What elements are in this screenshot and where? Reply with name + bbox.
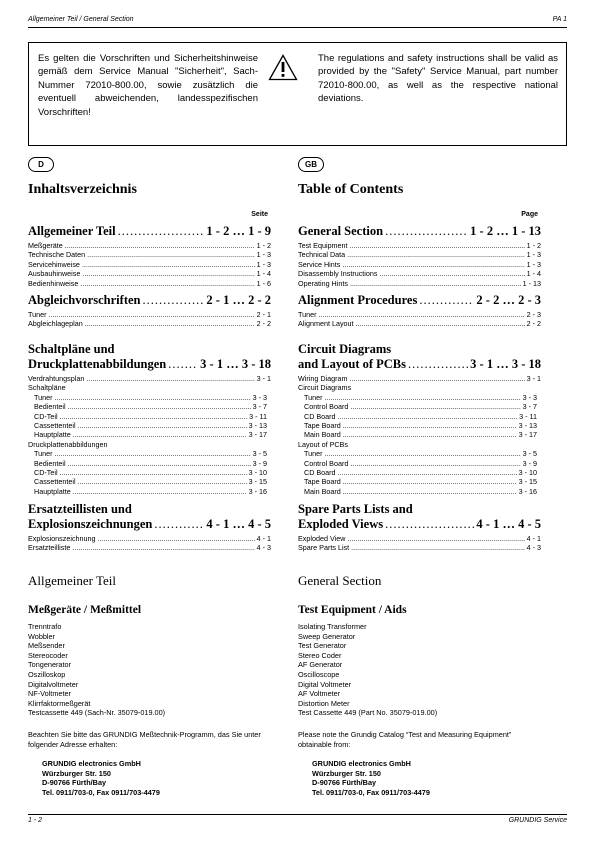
toc-entry-page: 1 - 3 — [526, 250, 541, 260]
warning-triangle-icon — [268, 54, 298, 81]
toc-entry-page: 3 - 15 — [248, 477, 267, 487]
toc-section-pages: 2 - 1 … 2 - 2 — [206, 293, 271, 307]
address-line: GRUNDIG electronics GmbH — [312, 759, 411, 768]
toc-entry-page: 4 - 3 — [526, 543, 541, 553]
dot-leader — [55, 393, 251, 402]
toc-entry-page: 2 - 3 — [526, 310, 541, 319]
catalog-note: Beachten Sie bitte das GRUNDIG Meßtechnik-Programm, das Sie unter folgender Adresse erhalten: — [28, 730, 261, 749]
toc-entry-page: 1 - 3 — [256, 259, 271, 269]
toc-entry-page: 3 - 7 — [522, 402, 537, 412]
dot-leader — [86, 374, 254, 383]
dot-leader — [85, 319, 255, 328]
equipment-list — [298, 622, 437, 718]
toc-entry — [28, 250, 271, 259]
toc-entry — [28, 279, 271, 288]
toc-section-title: Druckplattenabbildungen — [28, 357, 167, 371]
toc-entry — [298, 440, 541, 449]
toc-entry-page: 3 - 5 — [252, 449, 267, 459]
toc-entry — [298, 374, 541, 383]
dot-leader — [350, 279, 521, 288]
toc-entry-page: 3 - 3 — [252, 392, 267, 402]
dot-leader — [380, 269, 525, 278]
toc-entry-title: Tuner — [304, 392, 323, 402]
toc-entry-title: Hauptplatte — [34, 486, 71, 496]
toc-entry-title: Ersatzteilliste — [28, 543, 71, 553]
dot-leader — [118, 224, 205, 239]
toc-section-heading — [298, 293, 541, 308]
address-line: D-90766 Fürth/Bay — [312, 778, 377, 788]
toc-entry-page: 2 - 1 — [256, 310, 271, 319]
dot-leader — [350, 402, 520, 411]
toc-entry — [298, 412, 537, 421]
address-line: Würzburger Str. 150 — [312, 768, 381, 778]
equipment-item: Test Generator — [298, 641, 347, 651]
equipment-item: Trenntrafo — [28, 622, 62, 631]
toc-entry-page: 4 - 3 — [256, 543, 271, 553]
toc-entry-title: Explosionszeichnung — [28, 534, 96, 543]
toc-entry — [298, 319, 541, 328]
toc-entry — [28, 468, 267, 477]
toc-entry — [298, 477, 537, 486]
dot-leader — [356, 319, 525, 328]
toc-entry-page: 3 - 9 — [252, 458, 267, 468]
toc-entry — [28, 310, 271, 319]
dot-leader — [60, 412, 248, 421]
toc-entry-title: Technical Data — [298, 250, 346, 260]
toc-entry-title: Abgleichlageplan — [28, 319, 83, 329]
toc-entry-title: Tape Board — [304, 477, 341, 487]
toc-entry — [298, 449, 537, 458]
equipment-item: AF Generator — [298, 660, 343, 670]
safety-text-en: The regulations and safety instructions shall be valid as provided by the "Safety" Service Manual, part number 72010-800.00, as well as the respective national deviations. — [318, 53, 558, 105]
toc-section-pages: 2 - 2 … 2 - 3 — [476, 293, 541, 307]
toc-section-title: Exploded Views — [298, 517, 384, 531]
equipment-item: Stereo Coder — [298, 650, 342, 660]
dot-leader — [319, 310, 525, 319]
toc-entry-title: Layout of PCBs — [298, 439, 348, 449]
toc-entry — [28, 241, 271, 250]
toc-entry-page: 1 - 4 — [526, 269, 541, 279]
toc-entry-page: 2 - 2 — [256, 319, 271, 329]
dot-leader — [325, 449, 521, 458]
dot-leader — [68, 459, 251, 468]
toc-section-pages: 4 - 1 … 4 - 5 — [476, 517, 541, 531]
toc-entry-title: Hauptplatte — [34, 430, 71, 440]
equipment-item: Oscilloscope — [298, 669, 340, 679]
toc-entry — [298, 421, 537, 430]
equipment-item: Wobbler — [28, 631, 56, 641]
toc-entry-list — [28, 310, 271, 329]
dot-leader — [154, 517, 204, 532]
toc-section-title: Alignment Procedures — [298, 293, 418, 307]
equipment-item: Oszilloskop — [28, 669, 66, 679]
toc-entry-list — [298, 310, 541, 329]
toc-entry — [28, 534, 271, 543]
toc-entry-page: 3 - 1 — [526, 374, 541, 383]
dot-leader — [350, 241, 525, 250]
address-line: Tel. 0911/703-0, Fax 0911/703-4479 — [312, 787, 430, 797]
dot-leader — [350, 459, 520, 468]
toc-entry-title: Test Equipment — [298, 241, 348, 250]
safety-text-de: Es gelten die Vorschriften und Sicherheitshinweise gemäß dem Service Manual "Sicherheit", Sach-Nummer 72010-800.00, sowie zusätzlich die eventuell abweichenden, landesspezifischen Vorschriften! — [38, 53, 258, 118]
equipment-title: Test Equipment / Aids — [298, 604, 407, 616]
toc-entry-title: Ausbauhinweise — [28, 269, 81, 279]
toc-entry-page: 3 - 5 — [522, 449, 537, 459]
toc-entry-list — [28, 374, 271, 496]
dot-leader — [78, 421, 247, 430]
language-badge: D — [28, 157, 54, 172]
toc-entry — [298, 279, 541, 288]
dot-leader — [343, 421, 517, 430]
address-block — [42, 759, 160, 797]
toc-entry-title: Wiring Diagram — [298, 374, 348, 383]
toc-entry — [298, 241, 541, 250]
toc-entry-page: 1 - 3 — [256, 250, 271, 260]
toc-entry-title: Servicehinweise — [28, 259, 80, 269]
toc-entry-title: Spare Parts List — [298, 543, 350, 553]
equipment-title: Meßgeräte / Meßmittel — [28, 604, 142, 616]
toc-section-title-line1: Ersatzteillisten und — [28, 502, 132, 516]
toc-entry — [28, 477, 267, 486]
toc-entry-page: 3 - 10 — [518, 467, 537, 477]
toc-entry-title: Cassettenteil — [34, 420, 76, 430]
toc-section-line — [28, 517, 271, 532]
toc-entry — [298, 250, 541, 259]
toc-entry — [28, 543, 271, 552]
toc-section-heading — [298, 502, 541, 532]
toc-entry — [298, 260, 541, 269]
toc-section-line — [28, 293, 271, 308]
toc-entry — [28, 269, 271, 278]
general-section-title: Allgemeiner Teil — [28, 573, 117, 588]
dot-leader — [49, 310, 255, 319]
toc-section-line — [298, 293, 541, 308]
toc-section-heading — [298, 224, 541, 239]
toc-entry-page: 2 - 2 — [526, 319, 541, 329]
toc-entry-list — [28, 534, 271, 553]
toc-section-line — [28, 357, 271, 372]
toc-entry-title: Main Board — [304, 430, 341, 440]
toc-entry — [298, 269, 541, 278]
toc-entry-title: CD-Teil — [34, 467, 58, 477]
toc-section-title: Abgleichvorschriften — [28, 293, 141, 307]
toc-entry-title: Tuner — [34, 392, 53, 402]
footer-right: GRUNDIG Service — [508, 817, 567, 824]
toc-entry — [298, 383, 541, 392]
toc-entry — [28, 393, 267, 402]
toc-entry-title: Druckplattenabbildungen — [28, 439, 108, 449]
toc-entry-page: 3 - 9 — [522, 458, 537, 468]
dot-leader — [343, 487, 517, 496]
address-line: Würzburger Str. 150 — [42, 768, 111, 778]
dot-leader — [68, 402, 251, 411]
header-left: Allgemeiner Teil / General Section — [28, 16, 134, 23]
equipment-item: Sweep Generator — [298, 631, 356, 641]
toc-entry — [298, 430, 537, 439]
equipment-item: Digital Voltmeter — [298, 679, 352, 689]
toc-entry — [28, 449, 267, 458]
toc-entry — [28, 430, 267, 439]
toc-entry-page: 3 - 10 — [248, 467, 267, 477]
toc-entry-title: Circuit Diagrams — [298, 383, 352, 393]
toc-entry — [298, 402, 537, 411]
toc-section-pages: 3 - 1 … 3 - 18 — [200, 357, 271, 371]
toc-section-pages: 1 - 2 … 1 - 9 — [206, 224, 271, 238]
dot-leader — [385, 517, 474, 532]
dot-leader — [350, 374, 525, 383]
toc-entry-title: Control Board — [304, 402, 349, 412]
toc-entry-title: CD-Teil — [34, 411, 58, 421]
toc-entry-page: 1 - 3 — [526, 259, 541, 269]
toc-section-line — [28, 224, 271, 239]
toc-section-title-line1: Spare Parts Lists and — [298, 502, 413, 516]
dot-leader — [419, 293, 474, 308]
toc-section-pages: 3 - 1 … 3 - 18 — [470, 357, 541, 371]
dot-leader — [72, 543, 254, 552]
dot-leader — [347, 250, 524, 259]
toc-entry — [28, 440, 271, 449]
toc-entry-page: 3 - 13 — [518, 420, 537, 430]
dot-leader — [73, 430, 247, 439]
toc-section-heading — [28, 224, 271, 239]
dot-leader — [60, 468, 247, 477]
toc-section-line — [298, 224, 541, 239]
dot-leader — [347, 534, 524, 543]
toc-entry — [28, 383, 271, 392]
toc-entry-page: 1 - 2 — [256, 241, 271, 250]
dot-leader — [80, 279, 254, 288]
toc-section-line — [298, 357, 541, 372]
toc-section-pages: 1 - 2 … 1 - 13 — [470, 224, 541, 238]
toc-entry-list — [298, 374, 541, 496]
toc-section-title-line1: Circuit Diagrams — [298, 342, 392, 356]
toc-entry-title: CD Board — [304, 467, 336, 477]
address-line: GRUNDIG electronics GmbH — [42, 759, 141, 768]
toc-entry-title: Schaltpläne — [28, 383, 66, 393]
toc-entry — [298, 468, 537, 477]
toc-entry-title: Bedienteil — [34, 402, 66, 412]
toc-entry-title: Tuner — [28, 310, 47, 319]
toc-entry — [28, 412, 267, 421]
toc-entry-list — [298, 534, 541, 553]
toc-section-title: General Section — [298, 224, 384, 238]
toc-entry-title: Tuner — [298, 310, 317, 319]
dot-leader — [73, 487, 247, 496]
equipment-list — [28, 622, 165, 718]
toc-entry — [298, 310, 541, 319]
toc-entry — [28, 402, 267, 411]
page-column-label: Page — [521, 211, 538, 218]
equipment-item: NF-Voltmeter — [28, 689, 71, 699]
toc-entry-page: 3 - 1 — [256, 374, 271, 383]
toc-section-heading — [298, 342, 541, 372]
toc-entry-title: CD Board — [304, 411, 336, 421]
toc-entry — [28, 487, 267, 496]
equipment-item: Testcassette 449 (Sach-Nr. 35079-019.00) — [28, 708, 166, 718]
equipment-item: Stereocoder — [28, 650, 68, 660]
toc-section-heading — [28, 342, 271, 372]
toc-entry-page: 1 - 6 — [256, 278, 271, 288]
header-rule — [28, 27, 567, 28]
toc-entry-page: 3 - 16 — [518, 486, 537, 496]
toc-entry-page: 1 - 2 — [526, 241, 541, 250]
language-badge: GB — [298, 157, 324, 172]
toc-entry-title: Control Board — [304, 458, 349, 468]
toc-entry-page: 3 - 11 — [519, 411, 537, 421]
address-line: Tel. 0911/703-0, Fax 0911/703-4479 — [42, 787, 160, 797]
dot-leader — [408, 357, 468, 372]
toc-section-title-line1: Schaltpläne und — [28, 342, 115, 356]
catalog-note: Please note the Grundig Catalog “Test and Measuring Equipment” obtainable from: — [298, 730, 512, 749]
toc-entry-title: Tuner — [304, 449, 323, 459]
footer-left: 1 - 2 — [28, 817, 43, 824]
toc-section-title: and Layout of PCBs — [298, 357, 407, 371]
dot-leader — [82, 269, 254, 278]
toc-entry-page: 3 - 13 — [248, 420, 267, 430]
header-right: PA 1 — [552, 16, 567, 23]
toc-entry-title: Bedienteil — [34, 458, 66, 468]
footer-rule — [28, 814, 567, 815]
dot-leader — [343, 430, 517, 439]
dot-leader — [385, 224, 468, 239]
toc-entry-page: 3 - 17 — [518, 430, 537, 440]
toc-entry-list — [28, 241, 271, 288]
dot-leader — [82, 260, 255, 269]
toc-entry — [298, 459, 537, 468]
toc-entry-page: 4 - 1 — [256, 534, 271, 543]
dot-leader — [168, 357, 198, 372]
toc-entry-title: Cassettenteil — [34, 477, 76, 487]
toc-entry-title: Tape Board — [304, 420, 341, 430]
toc-entry-title: Technische Daten — [28, 250, 86, 260]
toc-entry-page: 3 - 16 — [248, 486, 267, 496]
toc-entry-title: Disassembly Instructions — [298, 269, 378, 279]
equipment-item: Tongenerator — [28, 660, 72, 670]
toc-entry-title: Service Hints — [298, 259, 341, 269]
equipment-item: Test Cassette 449 (Part No. 35079-019.00) — [298, 708, 438, 718]
toc-entry-title: Main Board — [304, 486, 341, 496]
toc-entry-title: Operating Hints — [298, 278, 348, 288]
toc-section-heading — [28, 502, 271, 532]
dot-leader — [78, 477, 247, 486]
toc-entry — [298, 393, 537, 402]
equipment-item: Distortion Meter — [298, 698, 350, 708]
dot-leader — [351, 543, 524, 552]
address-block — [312, 759, 430, 797]
toc-entry-title: Verdrahtungsplan — [28, 374, 85, 383]
equipment-item: Isolating Transformer — [298, 622, 367, 631]
toc-entry — [28, 260, 271, 269]
toc-entry — [298, 534, 541, 543]
toc-entry — [298, 487, 537, 496]
toc-entry-page: 3 - 15 — [518, 477, 537, 487]
toc-section-line — [298, 517, 541, 532]
address-line: D-90766 Fürth/Bay — [42, 778, 107, 788]
dot-leader — [325, 393, 521, 402]
toc-entry-page: 3 - 11 — [249, 411, 267, 421]
toc-entry-title: Alignment Layout — [298, 319, 354, 329]
toc-entry — [28, 459, 267, 468]
toc-entry — [28, 319, 271, 328]
toc-section-title: Explosionszeichnungen — [28, 517, 153, 531]
toc-entry-title: Tuner — [34, 449, 53, 459]
dot-leader — [338, 412, 518, 421]
toc-entry-title: Meßgeräte — [28, 241, 63, 250]
dot-leader — [65, 241, 255, 250]
toc-entry — [28, 421, 267, 430]
toc-entry-page: 3 - 3 — [522, 392, 537, 402]
toc-entry — [28, 374, 271, 383]
toc-entry-page: 1 - 13 — [522, 278, 541, 288]
dot-leader — [142, 293, 204, 308]
dot-leader — [55, 449, 251, 458]
toc-entry-page: 3 - 17 — [248, 430, 267, 440]
dot-leader — [343, 477, 517, 486]
toc-title: Inhaltsverzeichnis — [28, 182, 137, 197]
toc-entry-page: 4 - 1 — [526, 534, 541, 543]
dot-leader — [338, 468, 517, 477]
toc-entry-page: 1 - 4 — [256, 269, 271, 279]
toc-entry-title: Exploded View — [298, 534, 346, 543]
dot-leader — [98, 534, 255, 543]
toc-entry-page: 3 - 7 — [252, 402, 267, 412]
toc-entry-list — [298, 241, 541, 288]
toc-section-title: Allgemeiner Teil — [28, 224, 116, 238]
equipment-item: Digitalvoltmeter — [28, 679, 79, 689]
page-column-label: Seite — [251, 211, 268, 218]
toc-entry — [298, 543, 541, 552]
equipment-item: Klirrfaktormeßgerät — [28, 698, 91, 708]
dot-leader — [87, 250, 254, 259]
equipment-item: Meßsender — [28, 641, 65, 651]
equipment-item: AF Voltmeter — [298, 689, 341, 699]
toc-section-heading — [28, 293, 271, 308]
dot-leader — [342, 260, 524, 269]
toc-section-pages: 4 - 1 … 4 - 5 — [206, 517, 271, 531]
toc-entry-title: Bedienhinweise — [28, 278, 79, 288]
toc-title: Table of Contents — [298, 182, 404, 197]
general-section-title: General Section — [298, 573, 382, 588]
